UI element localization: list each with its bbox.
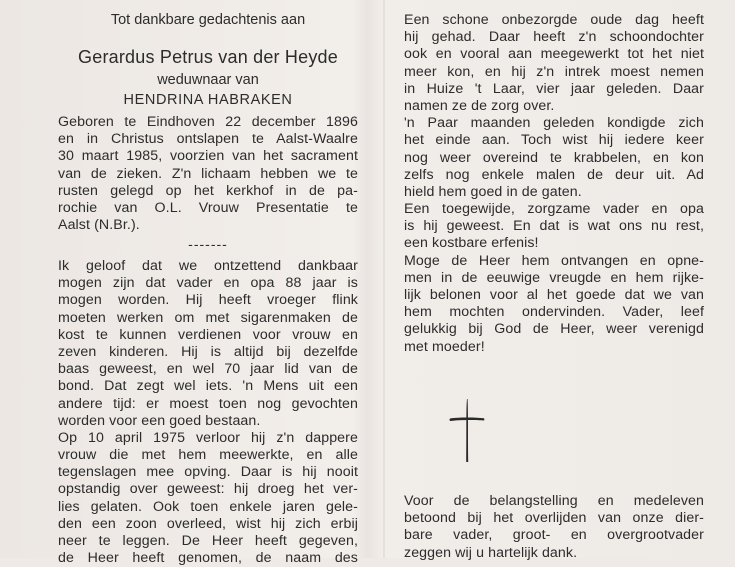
eulogy-continuation-line: hield hem goed in de gaten. <box>404 183 582 200</box>
eulogy-line: baas geweest, en wel 70 jaar lid van de <box>58 361 358 378</box>
eulogy-continuation-line: met moeder! <box>404 338 485 355</box>
memorial-heading: Tot dankbare gedachtenis aan <box>110 12 306 28</box>
eulogy-line: kost te kunnen verdienen voor vrouw en <box>58 326 358 343</box>
eulogy-line: mogen worden. Hij heeft vroeger flink <box>58 292 358 309</box>
birth-death-paragraph <box>58 114 358 234</box>
birth-death-line: van de zieken. Z'n lichaam hebben we te <box>58 165 358 182</box>
thanks-paragraph <box>404 493 704 562</box>
eulogy-line: opstandig over geweest: hij droeg het ver- <box>58 481 358 498</box>
spouse-name: HENDRINA HABRAKEN <box>123 92 293 108</box>
deceased-name: Gerardus Petrus van der Heyde <box>78 47 338 67</box>
eulogy-continuation-line: men in de eeuwige vreugde en hem rijke- <box>404 269 704 286</box>
eulogy-line: moeten werken om met sigarenmaken de <box>58 309 358 326</box>
eulogy-continuation-line: Een schone onbezorgde oude dag heeft <box>404 12 704 28</box>
eulogy-paragraph <box>58 258 358 567</box>
eulogy-continuation-paragraph <box>404 12 704 356</box>
eulogy-continuation-line: in Huize 't Laar, vier jaar geleden. Daar <box>404 80 704 97</box>
eulogy-line: andere tijd: er moest toen nog gevochten <box>58 395 358 412</box>
thanks-line: bare vader, groot- en overgrootvader <box>404 527 704 544</box>
eulogy-continuation-line: zelfs nog enkele malen de deur uit. Ad <box>404 166 704 183</box>
eulogy-line: vrouw die met hem meewerkte, en alle <box>58 447 358 464</box>
thanks-line: Voor de belangstelling en medeleven <box>404 493 704 509</box>
eulogy-line: worden voor een goed bestaan. <box>58 412 261 429</box>
eulogy-continuation-line: Een toegewijde, zorgzame vader en opa <box>404 201 704 218</box>
section-separator: ------- <box>188 236 228 252</box>
eulogy-continuation-line: hem mochten ondervinden. Vader, leef <box>404 304 704 321</box>
relation-text: weduwnaar van <box>157 72 259 88</box>
eulogy-continuation-line: 'n Paar maanden geleden kondigde zich <box>404 115 704 132</box>
eulogy-line: zeven kinderen. Hij is altijd bij dezelfde <box>58 343 358 360</box>
birth-death-line: 30 maart 1985, voorzien van het sacrament <box>58 148 358 165</box>
eulogy-continuation-line: een kostbare erfenis! <box>404 235 539 252</box>
eulogy-line: den een zoon overleed, wist hij zich erbij <box>58 515 358 532</box>
thanks-line: betoond bij het overlijden van onze dier- <box>404 510 704 527</box>
eulogy-continuation-line: Moge de Heer hem ontvangen en opne- <box>404 252 704 269</box>
eulogy-continuation-line: gelukkig bij God de Heer, weer verenigd <box>404 321 704 338</box>
eulogy-continuation-line: is hij geweest. En dat is wat ons nu rest, <box>404 218 704 235</box>
cross-icon <box>448 398 486 464</box>
eulogy-continuation-line: nog weer overeind te krabbelen, en kon <box>404 149 704 166</box>
eulogy-continuation-line: lijk belonen voor al het goede dat we van <box>404 287 704 303</box>
card-fold <box>383 0 385 558</box>
eulogy-line: bond. Dat zegt wel iets. 'n Mens uit een <box>58 378 358 395</box>
eulogy-continuation-line: namen ze de zorg over. <box>404 97 555 114</box>
eulogy-continuation-line: ook en vooral aan meegewerkt tot het niet <box>404 46 704 63</box>
birth-death-line: Aalst (N.Br.). <box>58 217 140 234</box>
eulogy-line: Ik geloof dat we ontzettend dankbaar <box>58 258 358 274</box>
birth-death-line: Geboren te Eindhoven 22 december 1896 <box>58 114 358 130</box>
birth-death-line: rochie van O.L. Vrouw Presentatie te <box>58 199 358 216</box>
eulogy-line: neer te leggen. De Heer heeft gegeven, <box>58 533 358 549</box>
eulogy-line: Op 10 april 1975 verloor hij z'n dappere <box>58 429 358 446</box>
birth-death-line: rusten gelegd op het kerkhof in de pa- <box>58 182 358 199</box>
thanks-line: zeggen wij u hartelijk dank. <box>404 544 578 561</box>
eulogy-continuation-line: hij gehad. Daar heeft z'n schoondochter <box>404 29 704 46</box>
eulogy-line: tegenslagen mee opving. Daar is hij nooit <box>58 464 358 481</box>
eulogy-continuation-line: het einde aan. Toch wist hij iedere keer <box>404 132 704 149</box>
eulogy-line: de Heer heeft genomen, de naam des <box>58 550 358 567</box>
eulogy-continuation-line: meer kon, en hij z'n intrek moest nemen <box>404 63 704 80</box>
eulogy-line: lies gelaten. Ook toen enkele jaren gele- <box>58 498 358 515</box>
eulogy-line: mogen zijn dat vader en opa 88 jaar is <box>58 275 358 292</box>
birth-death-line: en in Christus ontslapen te Aalst-Waalre <box>58 131 358 148</box>
